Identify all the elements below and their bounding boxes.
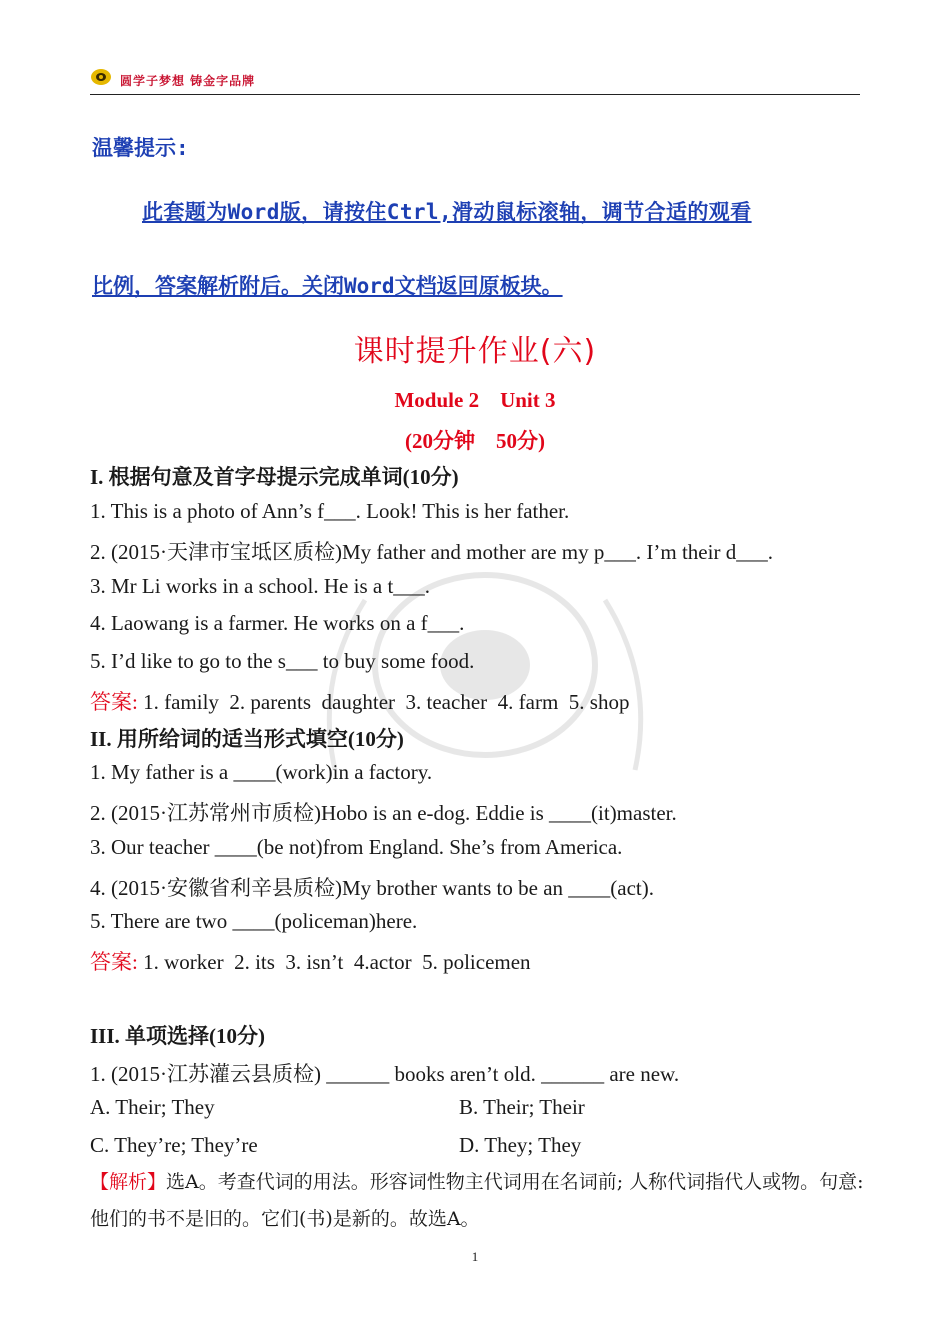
answer-label: 答案: [90,950,138,974]
answer-line [90,946,531,976]
tip-line-1: 此套题为Word版，请按住Ctrl,滑动鼠标滚轴，调节合适的观看 [142,200,752,224]
analysis-text: 选A。考查代词的用法。形容词性物主代词用在名词前; 人称代词指代人或物。句意: 他们的书不是旧的。它们(书)是新的。故选A。 [90,1171,864,1230]
logo-icon [90,68,112,86]
question-item: 4. (2015·安徽省利辛县质检)My brother wants to be an ____(act). [90,876,654,900]
header-slogan: 圆学子梦想 铸金字品牌 [120,74,256,88]
question-item: 2. (2015·江苏常州市质检)Hobo is an e-dog. Eddie is ____(it)master. [90,801,677,825]
page-number: 1 [471,1249,479,1264]
question-item: 3. Our teacher ____(be not)from England. She’s from America. [90,835,623,859]
answer-line [90,686,629,716]
question-item: 1. My father is a ____(work)in a factory. [90,760,433,784]
option-b: B. Their; Their [459,1095,585,1119]
question-item: 4. Laowang is a farmer. He works on a f___. [90,611,465,635]
option-d: D. They; They [459,1133,582,1157]
question-item: 1. This is a photo of Ann’s f___. Look! This is her father. [90,499,570,523]
option-a: A. Their; They [90,1095,215,1119]
tip-title: 温馨提示: [92,136,189,160]
question-item: 5. I’d like to go to the s___ to buy some food. [90,649,475,673]
answer-label: 答案: [90,690,138,714]
answer-text: 1. family 2. parents daughter 3. teacher 4. farm 5. shop [137,690,630,714]
analysis-label: 【解析】 [90,1171,167,1193]
section-1-heading: I. 根据句意及首字母提示完成单词(10分) [90,465,459,489]
question-item: 1. (2015·江苏灌云县质检) ______ books aren’t old. ______ are new. [90,1062,680,1086]
tip-line-2: 比例，答案解析附后。关闭Word文档返回原板块。 [92,274,563,298]
question-item: 3. Mr Li works in a school. He is a t___. [90,574,431,598]
answer-text: 1. worker 2. its 3. isn’t 4.actor 5. policemen [137,950,531,974]
section-3-heading: III. 单项选择(10分) [90,1024,266,1048]
module-unit: Module 2 Unit 3 [394,388,556,412]
page-title: 课时提升作业(六) [353,334,597,369]
analysis-paragraph [90,1164,865,1238]
time-score: (20分钟 50分) [405,429,545,453]
section-2-heading: II. 用所给词的适当形式填空(10分) [90,727,404,751]
question-item: 5. There are two ____(policeman)here. [90,909,418,933]
page-header [90,64,860,95]
question-item: 2. (2015·天津市宝坻区质检)My father and mother are my p___. I’m their d___. [90,540,773,564]
option-c: C. They’re; They’re [90,1133,258,1157]
